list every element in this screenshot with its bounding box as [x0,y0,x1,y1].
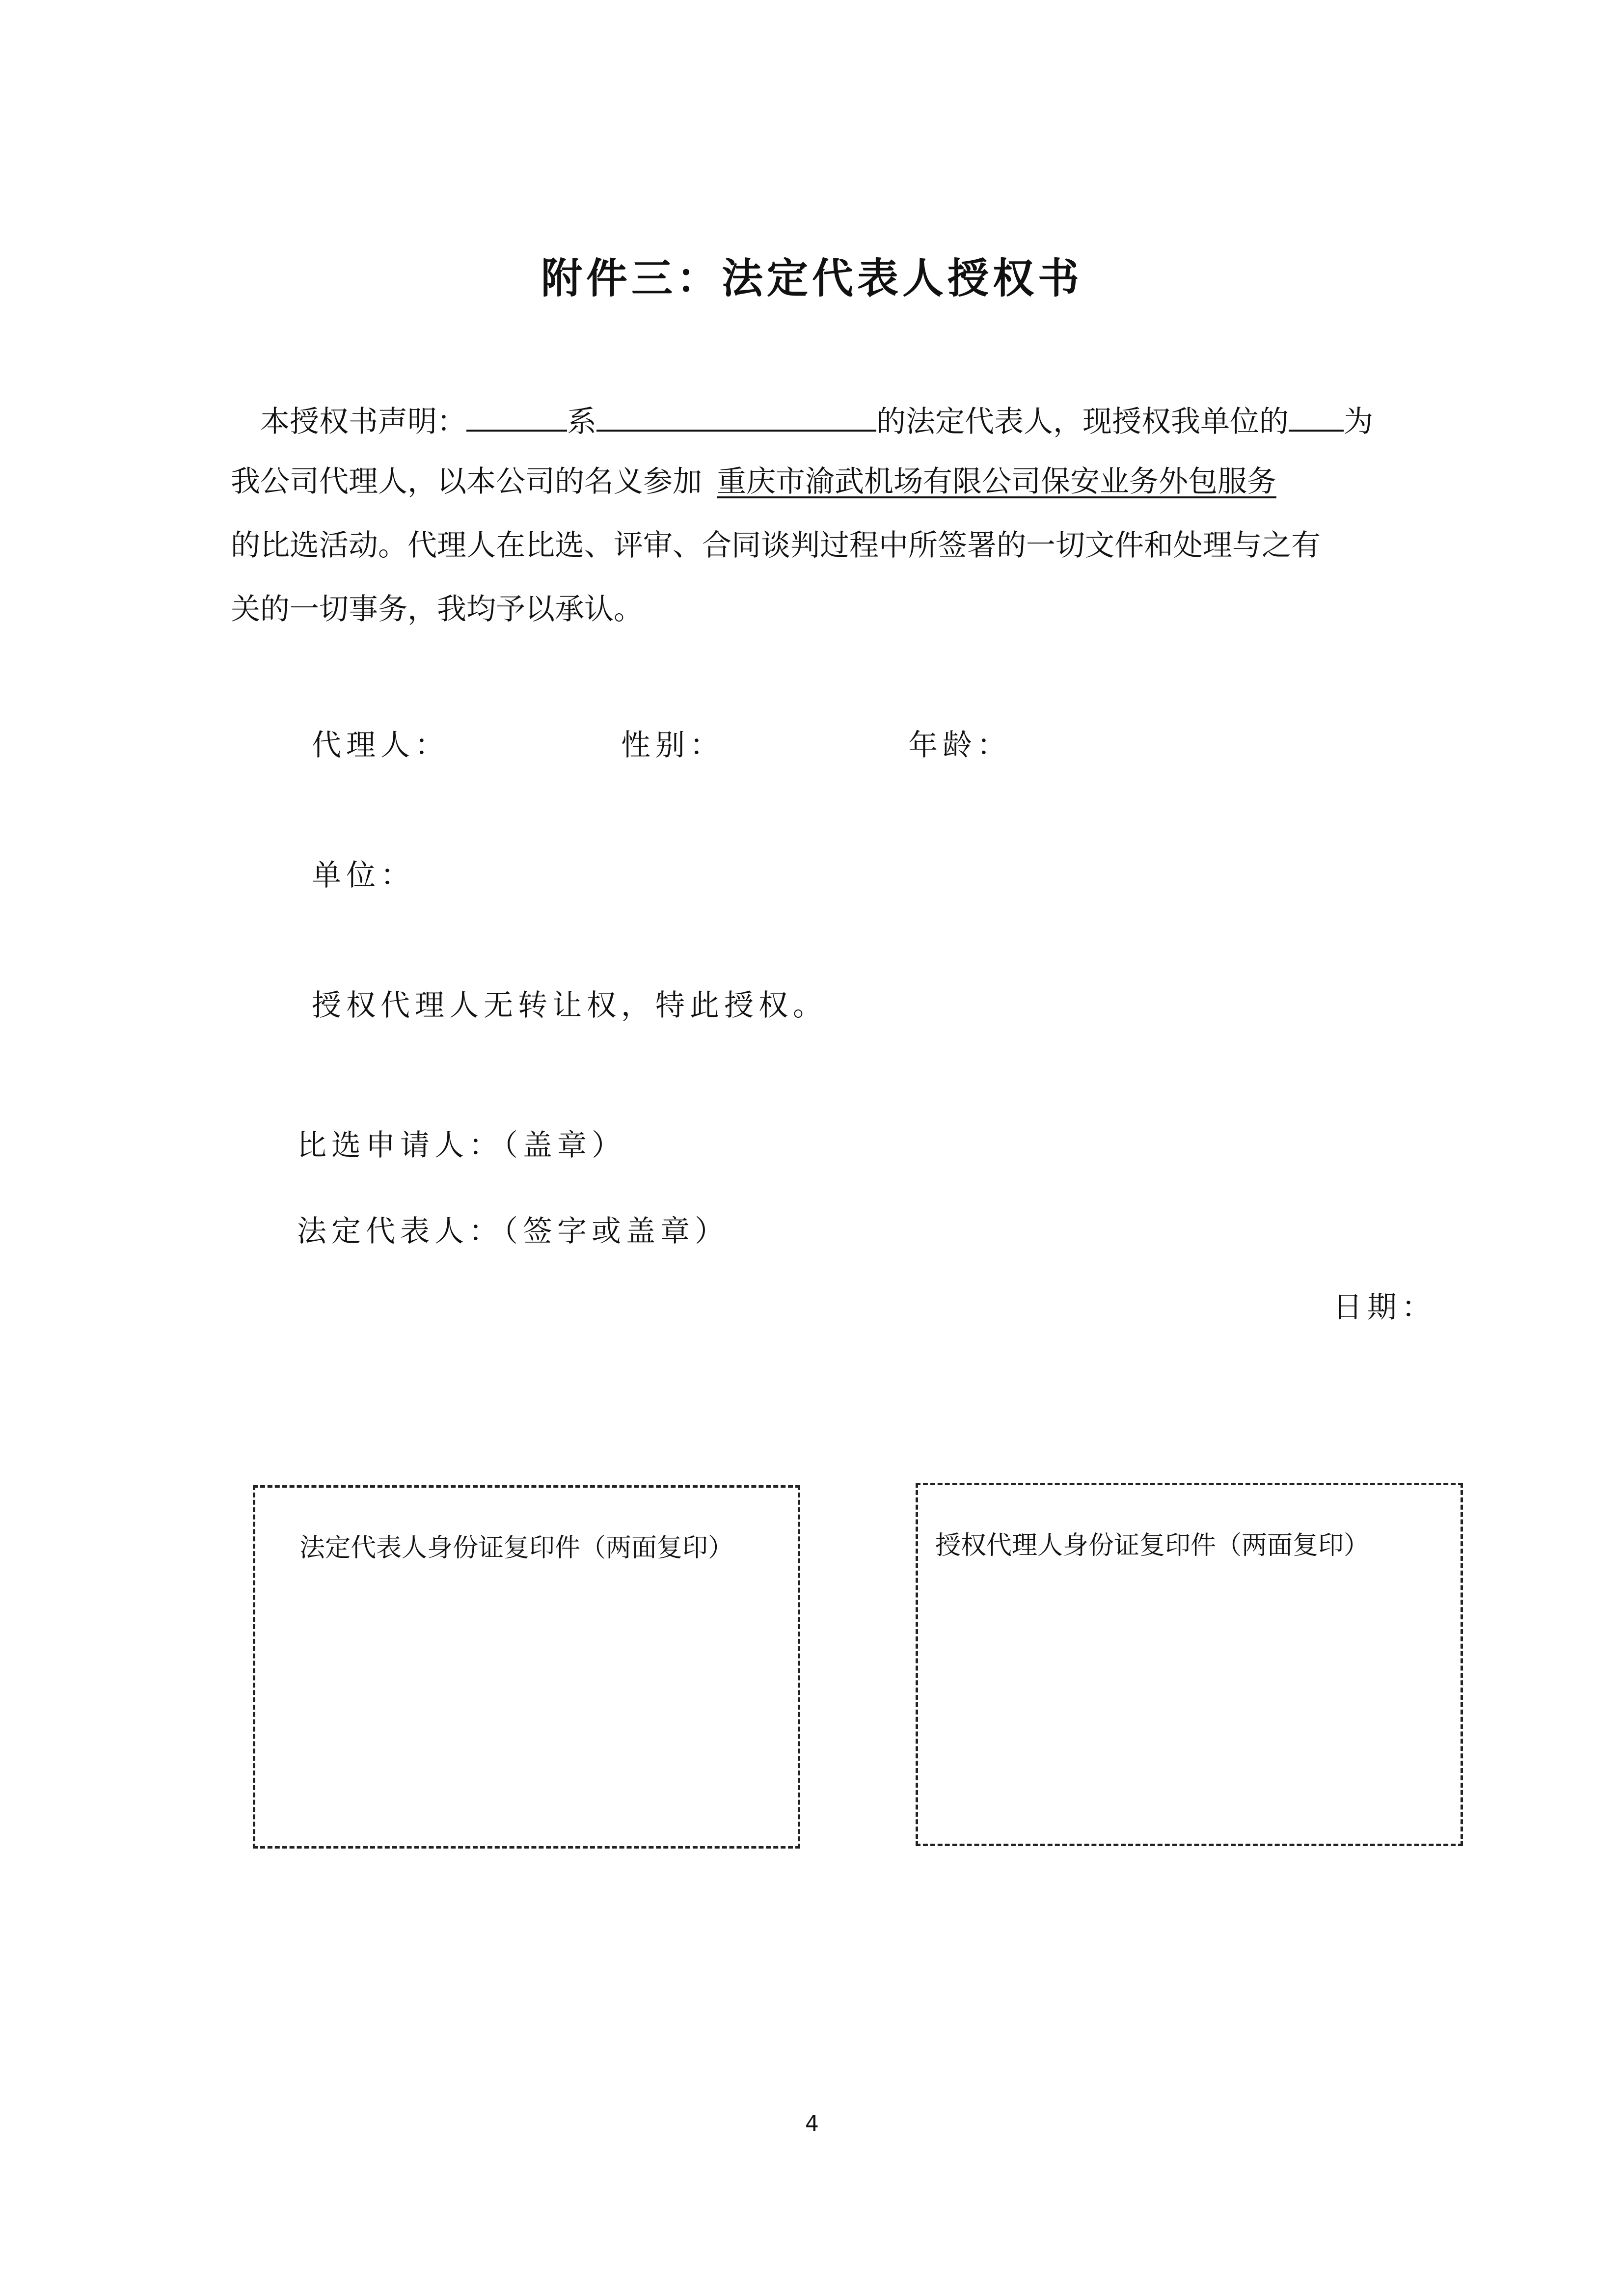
statement-line-4: 关的一切事务，我均予以承认。 [231,592,643,626]
statement-mid: 的法定代表人，现授权我单位的 [876,405,1289,439]
statement-prefix: 本授权书声明： [260,405,466,439]
agent-field-label: 代理人： [312,728,449,763]
statement-xi: 系 [567,405,596,439]
date-label: 日期： [1333,1290,1436,1325]
company-name-blank[interactable] [596,400,876,432]
gender-field-label: 性别： [621,728,724,763]
statement-wei: 为 [1344,405,1373,439]
page-number: 4 [805,2111,819,2136]
statement-line-3: 的比选活动。代理人在比选、评审、合同谈判过程中所签署的一切文件和处理与之有 [231,528,1321,563]
legal-rep-sign-label: 法定代表人：（签字或盖章） [297,1214,729,1249]
age-field-label: 年龄： [908,728,1011,763]
no-transfer-statement: 授权代理人无转让权，特此授权。 [312,988,827,1023]
legal-rep-id-copy-label: 法定代表人身份证复印件（两面复印） [299,1533,734,1563]
agent-id-copy-label: 授权代理人身份证复印件（两面复印） [935,1531,1370,1560]
agent-id-copy-box [916,1483,1463,1846]
statement-line-1 [260,400,1373,439]
project-name: 重庆市渝武机场有限公司保安业务外包服务 [717,464,1276,499]
document-title: 附件三：法定代表人授权书 [541,254,1083,302]
unit-field-label: 单位： [312,858,415,893]
applicant-seal-label: 比选申请人：（盖章） [297,1128,626,1163]
statement-line-2 [231,464,1276,499]
legal-rep-name-blank[interactable] [466,400,567,432]
statement-line-2-prefix: 我公司代理人，以本公司的名义参加 [231,464,702,499]
legal-rep-id-copy-box [253,1485,800,1849]
agent-name-blank[interactable] [1289,400,1344,432]
